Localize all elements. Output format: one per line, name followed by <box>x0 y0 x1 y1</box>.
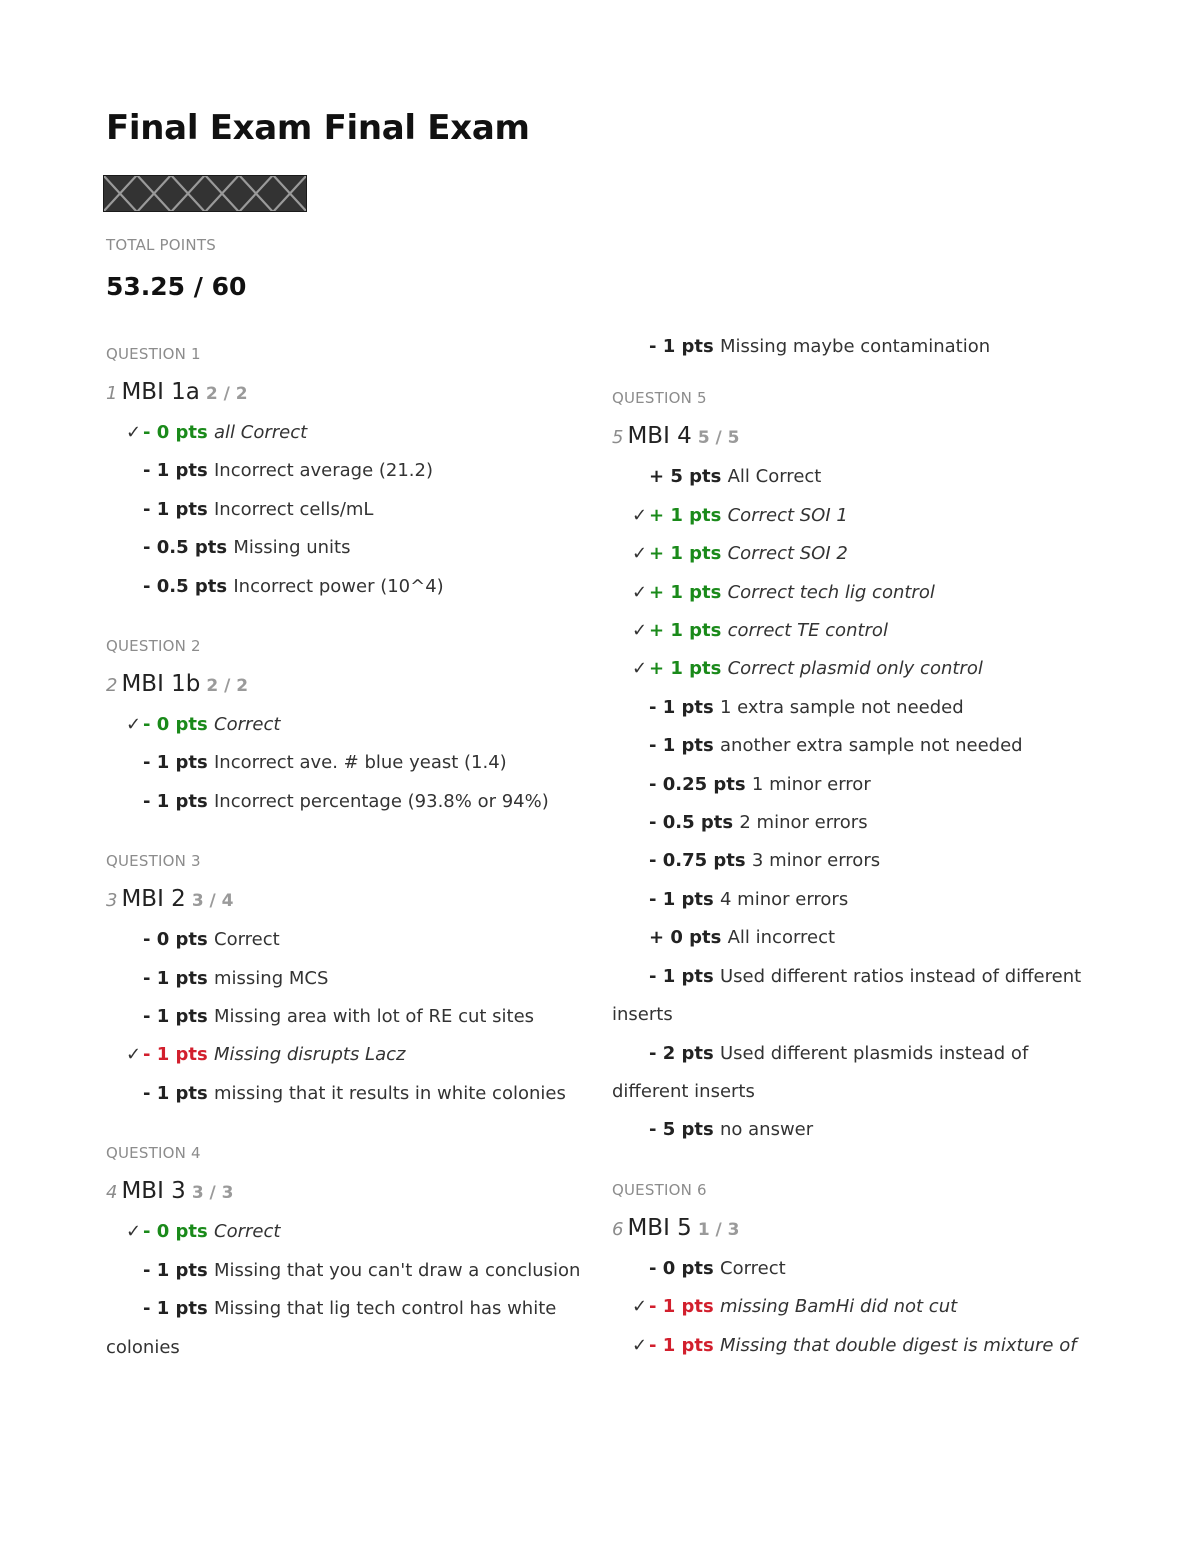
question-title <box>612 1213 1102 1245</box>
rubric-points: - 1 pts <box>143 1044 214 1066</box>
rubric-description: Incorrect ave. # blue yeast (1.4) <box>214 752 507 774</box>
rubric-points: - 0 pts <box>143 714 214 736</box>
rubric-item <box>106 1213 596 1251</box>
rubric-item <box>612 1111 1102 1149</box>
rubric-description: Correct plasmid only control <box>727 658 983 680</box>
rubric-description-continued: inserts <box>612 1004 673 1026</box>
rubric-list <box>106 1213 596 1367</box>
rubric-description: Correct <box>720 1257 786 1279</box>
question-title <box>106 669 596 701</box>
rubric-description: Missing area with lot of RE cut sites <box>214 1006 535 1028</box>
page-title: Final Exam Final Exam <box>106 108 530 148</box>
rubric-points: - 1 pts <box>649 888 720 910</box>
rubric-item <box>106 960 596 998</box>
rubric-item <box>612 881 1102 919</box>
question-name: MBI 3 <box>121 1178 186 1205</box>
rubric-item <box>106 529 596 567</box>
rubric-description: Missing maybe contamination <box>720 336 991 357</box>
question-score: 3 / 4 <box>191 891 234 912</box>
rubric-description: 1 extra sample not needed <box>720 696 964 718</box>
rubric-description: All incorrect <box>727 927 836 949</box>
rubric-list <box>106 921 596 1113</box>
question-name: MBI 4 <box>627 423 692 450</box>
redaction-pattern-icon <box>103 175 307 212</box>
rubric-item <box>106 1036 596 1074</box>
question-score: 3 / 3 <box>191 1183 234 1204</box>
total-points-label: TOTAL POINTS <box>106 236 216 254</box>
rubric-item <box>612 1250 1102 1288</box>
rubric-points: - 1 pts <box>143 967 214 989</box>
question-score: 2 / 2 <box>206 676 249 697</box>
rubric-points: + 1 pts <box>649 658 728 680</box>
rubric-description: Incorrect percentage (93.8% or 94%) <box>214 790 549 812</box>
checkmark-icon: ✓ <box>632 1334 648 1356</box>
rubric-description: Missing that lig tech control has white <box>214 1298 557 1320</box>
rubric-description: missing that it results in white colonies <box>214 1082 566 1104</box>
rubric-list <box>612 458 1102 1149</box>
rubric-points: + 1 pts <box>649 620 728 642</box>
redacted-name-block <box>103 175 307 212</box>
checkmark-icon: ✓ <box>126 1044 142 1066</box>
rubric-item <box>106 706 596 744</box>
checkmark-icon: ✓ <box>632 1296 648 1318</box>
question-score: 1 / 3 <box>697 1219 740 1240</box>
rubric-item <box>106 1075 596 1113</box>
rubric-points: - 0.75 pts <box>649 850 752 872</box>
rubric-item <box>612 958 1102 1035</box>
rubric-item <box>612 1288 1102 1326</box>
left-column <box>106 338 596 1367</box>
rubric-points: + 1 pts <box>649 543 728 565</box>
rubric-item <box>106 414 596 452</box>
rubric-points: - 1 pts <box>649 735 720 757</box>
question-label: QUESTION 5 <box>612 389 707 408</box>
rubric-points: - 1 pts <box>649 1334 720 1356</box>
rubric-description: 3 minor errors <box>751 850 881 872</box>
rubric-points: - 1 pts <box>143 498 214 520</box>
rubric-item <box>106 1290 596 1367</box>
rubric-item <box>106 921 596 959</box>
question-title <box>106 1176 596 1208</box>
rubric-item <box>106 568 596 606</box>
rubric-item <box>612 842 1102 880</box>
rubric-points: - 1 pts <box>143 460 214 482</box>
rubric-points: - 0 pts <box>143 1221 214 1243</box>
question-number: 4 <box>106 1182 118 1204</box>
rubric-description: Correct <box>214 1221 281 1243</box>
rubric-description: Missing that you can't draw a conclusion <box>214 1259 581 1281</box>
question-name: MBI 1a <box>121 379 200 405</box>
rubric-points: - 1 pts <box>649 965 720 987</box>
rubric-description: Incorrect cells/mL <box>214 498 374 520</box>
rubric-item <box>106 744 596 782</box>
rubric-points: - 1 pts <box>143 1082 214 1104</box>
rubric-points: - 0 pts <box>143 422 214 443</box>
rubric-description: Used different ratios instead of different <box>720 965 1082 987</box>
checkmark-icon: ✓ <box>126 714 142 736</box>
question-label: QUESTION 4 <box>106 1144 201 1163</box>
rubric-list <box>106 706 596 821</box>
rubric-points: - 0.5 pts <box>143 537 234 559</box>
rubric-points: - 1 pts <box>143 1259 214 1281</box>
question-name: MBI 2 <box>121 886 186 913</box>
question-number: 6 <box>612 1218 624 1240</box>
rubric-points: - 5 pts <box>649 1119 720 1141</box>
rubric-points: + 0 pts <box>649 927 728 949</box>
rubric-item <box>612 650 1102 688</box>
rubric-points: - 1 pts <box>649 1296 720 1318</box>
rubric-points: + 5 pts <box>649 466 728 488</box>
rubric-item <box>612 1035 1102 1112</box>
question-number: 5 <box>612 427 624 449</box>
rubric-description: Correct SOI 2 <box>727 543 848 565</box>
rubric-points: + 1 pts <box>649 581 728 603</box>
rubric-description: Missing units <box>233 537 351 559</box>
rubric-description: Used different plasmids instead of <box>720 1042 1029 1064</box>
rubric-points: - 0.5 pts <box>143 575 234 597</box>
checkmark-icon: ✓ <box>632 620 648 642</box>
rubric-description: Correct <box>214 714 281 736</box>
rubric-points: - 1 pts <box>649 336 720 357</box>
rubric-description: Missing that double digest is mixture of <box>720 1334 1077 1356</box>
rubric-item-carryover <box>612 328 1102 366</box>
rubric-item <box>612 574 1102 612</box>
checkmark-icon: ✓ <box>632 504 648 526</box>
question-score: 5 / 5 <box>697 428 740 449</box>
question-title <box>106 884 596 916</box>
rubric-description: Correct tech lig control <box>727 581 935 603</box>
rubric-description: 1 minor error <box>751 773 871 795</box>
rubric-description: another extra sample not needed <box>720 735 1023 757</box>
rubric-item <box>106 1252 596 1290</box>
rubric-item <box>612 612 1102 650</box>
rubric-points: + 1 pts <box>649 504 728 526</box>
rubric-item <box>612 919 1102 957</box>
total-points-value: 53.25 / 60 <box>106 272 247 301</box>
question-number: 1 <box>106 383 118 404</box>
rubric-points: - 2 pts <box>649 1042 720 1064</box>
rubric-description: Incorrect average (21.2) <box>214 460 433 482</box>
question-label: QUESTION 3 <box>106 852 201 871</box>
rubric-description-continued: different inserts <box>612 1080 755 1102</box>
rubric-points: - 0 pts <box>649 1257 720 1279</box>
rubric-item <box>612 766 1102 804</box>
rubric-item <box>612 535 1102 573</box>
question-label: QUESTION 1 <box>106 345 201 363</box>
rubric-item <box>612 727 1102 765</box>
checkmark-icon: ✓ <box>632 543 648 565</box>
checkmark-icon: ✓ <box>126 1221 142 1243</box>
rubric-description: no answer <box>720 1119 814 1141</box>
rubric-points: - 1 pts <box>143 790 214 812</box>
rubric-description: All Correct <box>727 466 822 488</box>
rubric-item <box>612 804 1102 842</box>
rubric-item <box>612 689 1102 727</box>
rubric-points: - 1 pts <box>649 696 720 718</box>
question-number: 3 <box>106 890 118 912</box>
rubric-points: - 0.25 pts <box>649 773 752 795</box>
rubric-description: 4 minor errors <box>720 888 849 910</box>
rubric-description: missing MCS <box>214 967 329 989</box>
rubric-description-continued: colonies <box>106 1336 180 1358</box>
rubric-points: - 0.5 pts <box>649 812 740 834</box>
rubric-description: Correct <box>214 929 280 951</box>
rubric-points: - 1 pts <box>143 1006 214 1028</box>
question-label: QUESTION 6 <box>612 1180 707 1199</box>
rubric-description: correct TE control <box>727 620 888 642</box>
rubric-item <box>106 998 596 1036</box>
question-score: 2 / 2 <box>205 384 248 404</box>
rubric-description: Missing disrupts Lacz <box>214 1044 406 1066</box>
rubric-description: all Correct <box>214 422 308 443</box>
rubric-item <box>612 1327 1102 1365</box>
rubric-description: Correct SOI 1 <box>727 504 848 526</box>
rubric-points: - 1 pts <box>143 752 214 774</box>
question-number: 2 <box>106 675 118 697</box>
rubric-description: missing BamHi did not cut <box>720 1296 958 1318</box>
checkmark-icon: ✓ <box>632 581 648 603</box>
rubric-points: - 0 pts <box>143 929 214 951</box>
rubric-item <box>612 497 1102 535</box>
rubric-list <box>612 1250 1102 1365</box>
rubric-item <box>106 783 596 821</box>
rubric-description: Incorrect power (10^4) <box>233 575 444 597</box>
checkmark-icon: ✓ <box>126 422 142 443</box>
rubric-points: - 1 pts <box>143 1298 214 1320</box>
rubric-description: 2 minor errors <box>739 812 868 834</box>
question-name: MBI 1b <box>121 671 201 698</box>
question-name: MBI 5 <box>627 1214 692 1241</box>
question-title <box>612 421 1102 453</box>
question-label: QUESTION 2 <box>106 637 201 656</box>
checkmark-icon: ✓ <box>632 658 648 680</box>
question-title <box>106 377 596 409</box>
rubric-item <box>612 458 1102 496</box>
rubric-item <box>106 491 596 529</box>
rubric-list <box>106 414 596 606</box>
right-column <box>612 328 1102 1365</box>
rubric-item <box>106 452 596 490</box>
